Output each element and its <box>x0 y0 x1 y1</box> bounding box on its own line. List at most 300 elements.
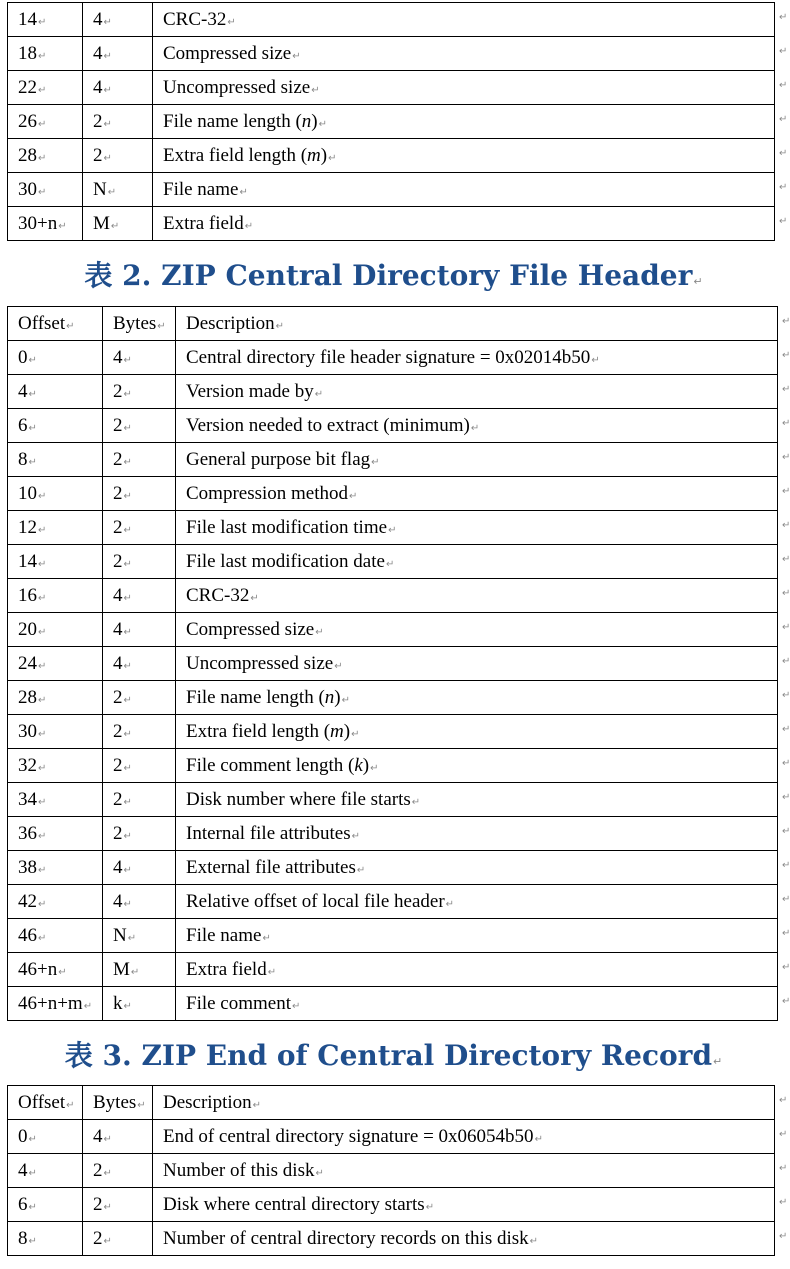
cell-text: 30 <box>18 178 37 200</box>
cell-text: 14 <box>18 550 37 572</box>
table-row <box>8 409 778 443</box>
description-cell <box>153 1222 775 1256</box>
description-cell <box>176 443 778 477</box>
cell-text: 4 <box>113 856 123 878</box>
bytes-cell <box>83 71 153 105</box>
offset-cell <box>8 207 83 241</box>
paragraph-mark-icon: ↵ <box>38 660 47 672</box>
bytes-cell <box>103 341 176 375</box>
cell-text: Offset <box>18 1091 66 1113</box>
offset-cell <box>8 545 103 579</box>
cell-text: 4 <box>93 1125 103 1147</box>
table-row <box>8 783 778 817</box>
paragraph-mark-icon: ↵ <box>470 422 480 434</box>
paragraph-mark-icon: ↵ <box>38 728 47 740</box>
row-end-mark-icon: ↵ <box>779 1095 788 1106</box>
paragraph-mark-icon: ↵ <box>38 524 47 536</box>
table-row <box>8 885 778 919</box>
table-row <box>8 341 778 375</box>
description-cell <box>176 987 778 1021</box>
table-header-row <box>8 307 778 341</box>
paragraph-mark-icon: ↵ <box>58 966 67 978</box>
paragraph-mark-icon: ↵ <box>66 1099 75 1111</box>
row-end-mark-icon: ↵ <box>782 656 790 667</box>
description-cell <box>176 885 778 919</box>
description-cell <box>176 919 778 953</box>
cell-text: ) <box>311 110 318 132</box>
row-end-mark-icon: ↵ <box>779 80 788 91</box>
row-end-mark-icon: ↵ <box>782 758 790 769</box>
paragraph-mark-icon: ↵ <box>38 864 47 876</box>
row-end-mark-icon: ↵ <box>782 486 790 497</box>
offset-cell <box>8 105 83 139</box>
description-cell <box>153 1120 775 1154</box>
offset-cell <box>8 749 103 783</box>
cell-text: 8 <box>18 1227 28 1249</box>
table-row <box>8 375 778 409</box>
paragraph-mark-icon: ↵ <box>123 796 132 808</box>
paragraph-mark-icon: ↵ <box>311 84 320 96</box>
cell-text: 0 <box>18 346 28 368</box>
cell-text: 42 <box>18 890 37 912</box>
paragraph-mark-icon: ↵ <box>318 118 327 130</box>
paragraph-mark-icon: ↵ <box>370 762 379 774</box>
paragraph-mark-icon: ↵ <box>292 50 301 62</box>
cell-text: File last modification date <box>186 550 385 572</box>
paragraph-mark-icon: ↵ <box>315 626 324 638</box>
bytes-cell <box>103 375 176 409</box>
offset-cell <box>8 443 103 477</box>
row-end-mark-icon: ↵ <box>782 452 790 463</box>
paragraph-mark-icon: ↵ <box>315 1167 324 1179</box>
cell-text: 4 <box>113 618 123 640</box>
description-cell <box>176 511 778 545</box>
row-end-mark-icon: ↵ <box>782 928 790 939</box>
description-cell <box>176 409 778 443</box>
offset-cell <box>8 37 83 71</box>
table-row <box>8 105 775 139</box>
description-cell <box>176 375 778 409</box>
paragraph-mark-icon: ↵ <box>371 456 380 468</box>
row-end-mark-icon: ↵ <box>782 860 790 871</box>
offset-cell <box>8 1222 83 1256</box>
cell-text: 46 <box>18 924 37 946</box>
table-row <box>8 443 778 477</box>
local-file-header-table-continued <box>7 2 775 241</box>
paragraph-mark-icon: ↵ <box>28 1133 37 1145</box>
cell-text: File comment length ( <box>186 754 355 776</box>
row-end-mark-icon: ↵ <box>782 384 790 395</box>
paragraph-mark-icon: ↵ <box>411 796 421 808</box>
paragraph-mark-icon: ↵ <box>38 118 47 130</box>
cell-text: N <box>113 924 127 946</box>
cell-text: 4 <box>93 8 103 30</box>
paragraph-mark-icon: ↵ <box>314 388 324 400</box>
table-row <box>8 3 775 37</box>
paragraph-mark-icon: ↵ <box>28 1167 37 1179</box>
row-end-mark-icon: ↵ <box>779 148 788 159</box>
paragraph-mark-icon: ↵ <box>110 220 120 232</box>
paragraph-mark-icon: ↵ <box>356 864 366 876</box>
paragraph-mark-icon: ↵ <box>123 898 132 910</box>
table-row <box>8 681 778 715</box>
row-end-mark-icon: ↵ <box>779 216 788 227</box>
variable-text: n <box>301 110 312 132</box>
paragraph-mark-icon: ↵ <box>292 1000 301 1012</box>
cell-text: 2 <box>113 516 123 538</box>
bytes-cell <box>103 783 176 817</box>
cell-text: 4 <box>113 652 123 674</box>
paragraph-mark-icon: ↵ <box>123 864 132 876</box>
cell-text: Compressed size <box>163 42 292 64</box>
description-cell <box>176 715 778 749</box>
cell-text: 24 <box>18 652 37 674</box>
cell-text: 26 <box>18 110 37 132</box>
offset-cell <box>8 885 103 919</box>
cell-text: 46+n+m <box>18 992 83 1014</box>
paragraph-mark-icon: ↵ <box>103 1235 112 1247</box>
cell-text: 28 <box>18 144 37 166</box>
paragraph-mark-icon: ↵ <box>385 558 395 570</box>
description-cell <box>153 71 775 105</box>
table-row <box>8 511 778 545</box>
cell-text: 46+n <box>18 958 58 980</box>
offset-cell <box>8 647 103 681</box>
cell-text: 2 <box>93 1227 103 1249</box>
paragraph-mark-icon: ↵ <box>123 694 132 706</box>
cell-text: Version made by <box>186 380 314 402</box>
paragraph-mark-icon: ↵ <box>28 422 37 434</box>
row-end-mark-icon: ↵ <box>782 690 790 701</box>
cell-text: 2 <box>113 720 123 742</box>
table-row <box>8 1154 775 1188</box>
description-cell <box>176 579 778 613</box>
variable-text: m <box>330 720 344 742</box>
paragraph-mark-icon: ↵ <box>227 16 236 28</box>
bytes-cell <box>103 613 176 647</box>
bytes-cell <box>83 139 153 173</box>
cell-text: Compression method <box>186 482 349 504</box>
description-cell <box>176 477 778 511</box>
bytes-cell <box>83 3 153 37</box>
bytes-cell <box>103 885 176 919</box>
paragraph-mark-icon: ↵ <box>250 592 259 604</box>
central-directory-file-header-table <box>7 306 778 1021</box>
cell-text: ) <box>320 144 328 166</box>
table-row <box>8 139 775 173</box>
cell-text: 2 <box>93 144 103 166</box>
paragraph-mark-icon: ↵ <box>38 152 47 164</box>
cell-text: 2 <box>113 482 123 504</box>
description-cell <box>176 613 778 647</box>
table-body <box>8 3 775 241</box>
paragraph-mark-icon: ↵ <box>38 898 47 910</box>
paragraph-mark-icon: ↵ <box>349 490 358 502</box>
paragraph-mark-icon: ↵ <box>351 728 360 740</box>
cell-text: 12 <box>18 516 37 538</box>
table-row <box>8 1222 775 1256</box>
cell-text: ) <box>343 720 351 742</box>
cell-text: Internal file attributes <box>186 822 351 844</box>
cell-text: 2 <box>93 110 103 132</box>
cell-text: 2 <box>113 550 123 572</box>
description-cell <box>176 545 778 579</box>
offset-cell <box>8 71 83 105</box>
bytes-cell <box>103 511 176 545</box>
offset-cell <box>8 511 103 545</box>
offset-cell <box>8 953 103 987</box>
cell-text: CRC-32 <box>163 8 227 30</box>
description-cell <box>176 681 778 715</box>
cell-text: 2 <box>113 448 123 470</box>
bytes-cell <box>83 1188 153 1222</box>
table-row <box>8 919 778 953</box>
cell-text: Description <box>186 312 275 334</box>
paragraph-mark-icon: ↵ <box>351 830 360 842</box>
description-cell <box>176 647 778 681</box>
paragraph-mark-icon: ↵ <box>38 762 47 774</box>
cell-text: General purpose bit flag <box>186 448 371 470</box>
row-end-mark-icon: ↵ <box>779 1197 788 1208</box>
bytes-cell <box>83 1222 153 1256</box>
cell-text: Disk number where file starts <box>186 788 411 810</box>
variable-text: n <box>324 686 335 708</box>
paragraph-mark-icon: ↵ <box>713 1055 723 1068</box>
bytes-cell <box>103 443 176 477</box>
table-row <box>8 1120 775 1154</box>
table-row <box>8 851 778 885</box>
cell-text: 2 <box>93 1159 103 1181</box>
paragraph-mark-icon: ↵ <box>123 592 132 604</box>
description-cell <box>176 817 778 851</box>
paragraph-mark-icon: ↵ <box>275 320 285 332</box>
row-end-mark-icon: ↵ <box>779 1129 788 1140</box>
row-end-mark-icon: ↵ <box>782 792 790 803</box>
paragraph-mark-icon: ↵ <box>28 388 37 400</box>
paragraph-mark-icon: ↵ <box>28 354 37 366</box>
paragraph-mark-icon: ↵ <box>38 50 47 62</box>
paragraph-mark-icon: ↵ <box>38 84 47 96</box>
paragraph-mark-icon: ↵ <box>445 898 455 910</box>
paragraph-mark-icon: ↵ <box>123 762 132 774</box>
variable-text: k <box>354 754 363 776</box>
offset-cell <box>8 783 103 817</box>
cell-text: 2 <box>113 822 123 844</box>
row-end-mark-icon: ↵ <box>779 182 788 193</box>
row-end-mark-icon: ↵ <box>779 46 788 57</box>
paragraph-mark-icon: ↵ <box>38 490 47 502</box>
paragraph-mark-icon: ↵ <box>123 830 132 842</box>
paragraph-mark-icon: ↵ <box>123 490 132 502</box>
bytes-cell <box>83 1154 153 1188</box>
paragraph-mark-icon: ↵ <box>157 320 166 332</box>
cell-text: ) <box>334 686 341 708</box>
row-end-mark-icon: ↵ <box>779 1231 788 1242</box>
header-offset <box>8 1086 83 1120</box>
offset-cell <box>8 715 103 749</box>
bytes-cell <box>83 207 153 241</box>
paragraph-mark-icon: ↵ <box>103 50 112 62</box>
offset-cell <box>8 579 103 613</box>
cell-text: Relative offset of local file header <box>186 890 445 912</box>
cell-text: Central directory file header signature = 0x02014b50 <box>186 346 591 368</box>
offset-cell <box>8 817 103 851</box>
paragraph-mark-icon: ↵ <box>252 1099 262 1111</box>
header-description <box>176 307 778 341</box>
offset-cell <box>8 851 103 885</box>
paragraph-mark-icon: ↵ <box>123 660 132 672</box>
caption-text: 表 3. ZIP End of Central Directory Record <box>64 1039 713 1072</box>
variable-text: m <box>307 144 321 166</box>
paragraph-mark-icon: ↵ <box>693 275 703 288</box>
cell-text: 4 <box>18 1159 28 1181</box>
bytes-cell <box>103 681 176 715</box>
paragraph-mark-icon: ↵ <box>123 422 132 434</box>
paragraph-mark-icon: ↵ <box>103 118 112 130</box>
cell-text: 18 <box>18 42 37 64</box>
cell-text: ) <box>362 754 370 776</box>
cell-text: 10 <box>18 482 37 504</box>
paragraph-mark-icon: ↵ <box>107 186 117 198</box>
bytes-cell <box>103 987 176 1021</box>
paragraph-mark-icon: ↵ <box>123 456 132 468</box>
offset-cell <box>8 375 103 409</box>
bytes-cell <box>103 851 176 885</box>
cell-text: File name <box>163 178 239 200</box>
offset-cell <box>8 987 103 1021</box>
cell-text: M <box>93 212 110 234</box>
description-cell <box>176 783 778 817</box>
paragraph-mark-icon: ↵ <box>103 84 112 96</box>
cell-text: Number of this disk <box>163 1159 315 1181</box>
offset-cell <box>8 477 103 511</box>
table-row <box>8 749 778 783</box>
table-header-row <box>8 1086 775 1120</box>
cell-text: File comment <box>186 992 292 1014</box>
row-end-mark-icon: ↵ <box>782 894 790 905</box>
cell-text: Disk where central directory starts <box>163 1193 425 1215</box>
table-row <box>8 987 778 1021</box>
cell-text: Bytes <box>93 1091 137 1113</box>
offset-cell <box>8 1154 83 1188</box>
row-end-mark-icon: ↵ <box>782 520 790 531</box>
paragraph-mark-icon: ↵ <box>58 220 67 232</box>
cell-text: CRC-32 <box>186 584 250 606</box>
cell-text: 30 <box>18 720 37 742</box>
cell-text: 16 <box>18 584 37 606</box>
bytes-cell <box>103 545 176 579</box>
header-bytes <box>83 1086 153 1120</box>
table-row <box>8 579 778 613</box>
table-row <box>8 647 778 681</box>
cell-text: External file attributes <box>186 856 356 878</box>
table-row <box>8 545 778 579</box>
offset-cell <box>8 1120 83 1154</box>
paragraph-mark-icon: ↵ <box>28 1201 37 1213</box>
row-end-mark-icon: ↵ <box>779 12 788 23</box>
paragraph-mark-icon: ↵ <box>38 16 47 28</box>
paragraph-mark-icon: ↵ <box>123 728 132 740</box>
paragraph-mark-icon: ↵ <box>66 320 75 332</box>
description-cell <box>153 1188 775 1222</box>
offset-cell <box>8 1188 83 1222</box>
cell-text: 2 <box>113 686 123 708</box>
cell-text: Extra field length ( <box>186 720 331 742</box>
table-row <box>8 71 775 105</box>
paragraph-mark-icon: ↵ <box>123 1000 132 1012</box>
cell-text: 30+n <box>18 212 58 234</box>
paragraph-mark-icon: ↵ <box>130 966 140 978</box>
cell-text: 4 <box>93 76 103 98</box>
description-cell <box>153 207 775 241</box>
row-end-mark-icon: ↵ <box>782 350 790 361</box>
header-offset <box>8 307 103 341</box>
bytes-cell <box>103 579 176 613</box>
paragraph-mark-icon: ↵ <box>103 16 112 28</box>
paragraph-mark-icon: ↵ <box>28 456 37 468</box>
cell-text: 38 <box>18 856 37 878</box>
end-of-central-directory-table <box>7 1085 775 1256</box>
bytes-cell <box>103 715 176 749</box>
cell-text: 22 <box>18 76 37 98</box>
cell-text: 32 <box>18 754 37 776</box>
paragraph-mark-icon: ↵ <box>425 1201 435 1213</box>
bytes-cell <box>103 647 176 681</box>
cell-text: Number of central directory records on this disk <box>163 1227 529 1249</box>
cell-text: Uncompressed size <box>163 76 311 98</box>
description-cell <box>176 341 778 375</box>
description-cell <box>153 37 775 71</box>
cell-text: 36 <box>18 822 37 844</box>
offset-cell <box>8 409 103 443</box>
paragraph-mark-icon: ↵ <box>123 558 132 570</box>
paragraph-mark-icon: ↵ <box>127 932 137 944</box>
row-end-mark-icon: ↵ <box>782 962 790 973</box>
paragraph-mark-icon: ↵ <box>38 592 47 604</box>
paragraph-mark-icon: ↵ <box>38 558 47 570</box>
paragraph-mark-icon: ↵ <box>38 186 47 198</box>
description-cell <box>153 3 775 37</box>
cell-text: Offset <box>18 312 66 334</box>
cell-text: 2 <box>113 380 123 402</box>
row-end-mark-icon: ↵ <box>782 588 790 599</box>
row-end-mark-icon: ↵ <box>779 1163 788 1174</box>
cell-text: 34 <box>18 788 37 810</box>
paragraph-mark-icon: ↵ <box>328 152 337 164</box>
paragraph-mark-icon: ↵ <box>123 388 132 400</box>
cell-text: 28 <box>18 686 37 708</box>
row-end-mark-icon: ↵ <box>779 114 788 125</box>
paragraph-mark-icon: ↵ <box>38 796 47 808</box>
offset-cell <box>8 3 83 37</box>
table-row <box>8 953 778 987</box>
paragraph-mark-icon: ↵ <box>103 1201 112 1213</box>
offset-cell <box>8 341 103 375</box>
cell-text: 0 <box>18 1125 28 1147</box>
bytes-cell <box>103 409 176 443</box>
offset-cell <box>8 613 103 647</box>
description-cell <box>153 139 775 173</box>
paragraph-mark-icon: ↵ <box>529 1235 539 1247</box>
cell-text: 14 <box>18 8 37 30</box>
row-end-mark-icon: ↵ <box>782 418 790 429</box>
cell-text: 2 <box>113 754 123 776</box>
header-description <box>153 1086 775 1120</box>
cell-text: Extra field length ( <box>163 144 308 166</box>
description-cell <box>153 105 775 139</box>
caption-text: 表 2. ZIP Central Directory File Header <box>84 259 693 292</box>
cell-text: Compressed size <box>186 618 315 640</box>
